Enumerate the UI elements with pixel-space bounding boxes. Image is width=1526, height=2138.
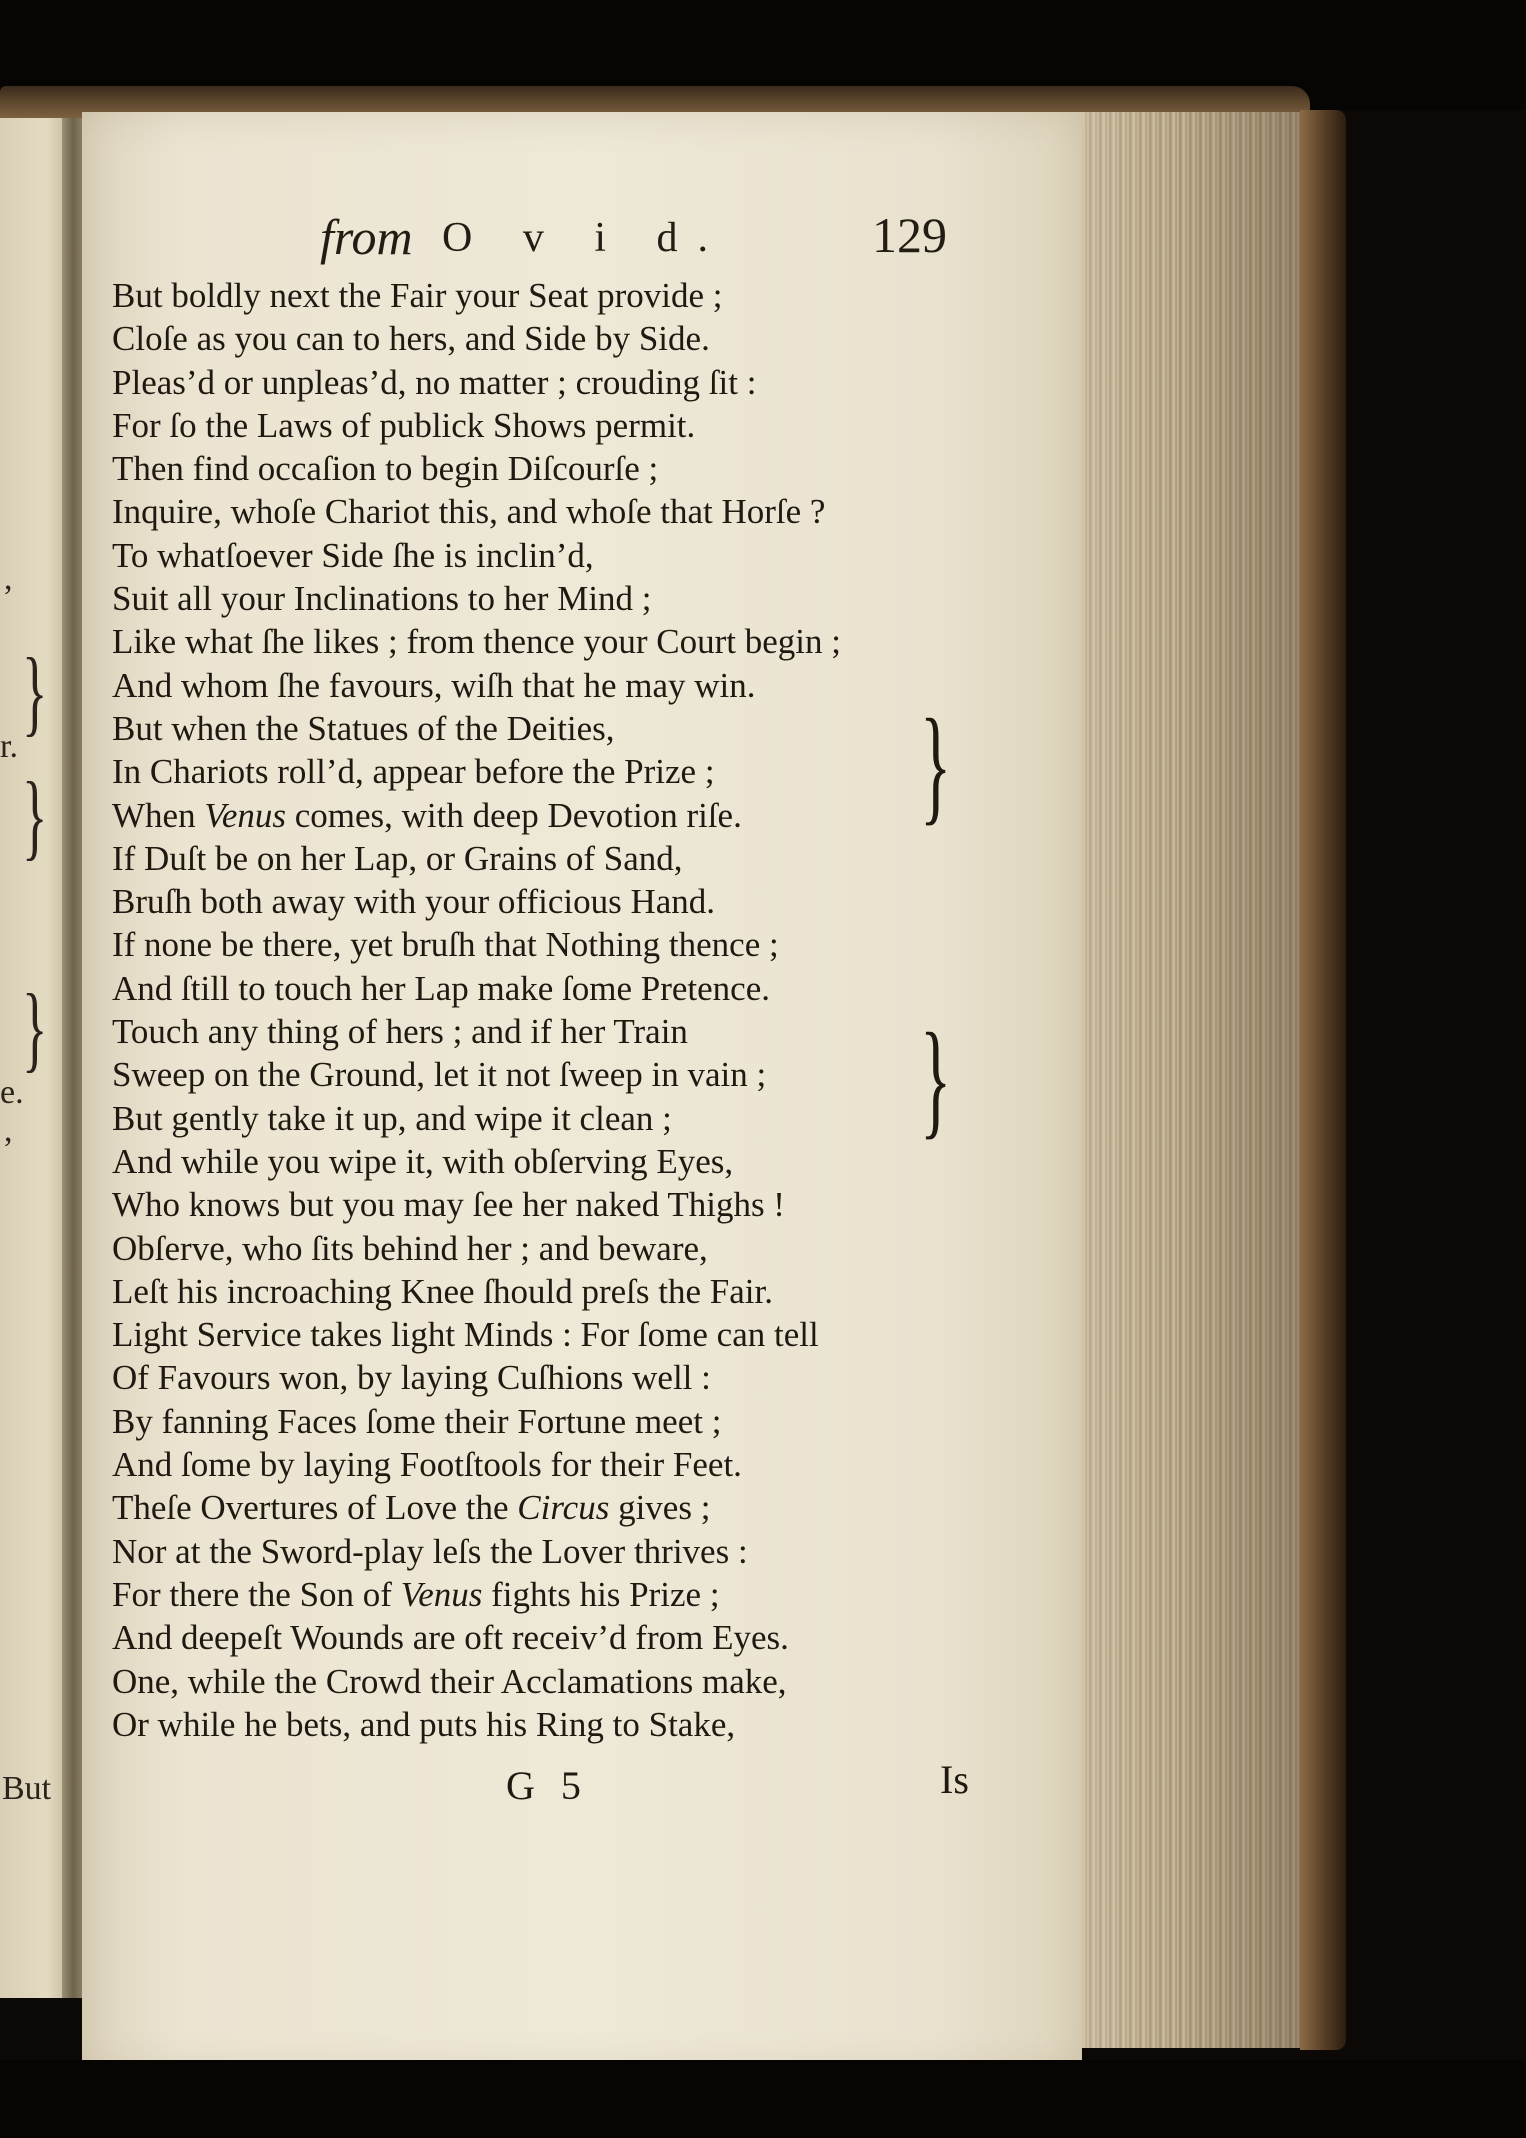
verse-line: And while you wipe it, with obſerving Eyes,: [112, 1141, 734, 1181]
left-margin-mark: ,: [4, 1112, 13, 1149]
verse-line: And whom ſhe favours, wiſh that he may win.: [112, 665, 756, 705]
verse-line: When Venus comes, with deep Devotion riſe.: [112, 795, 742, 835]
page-number: 129: [872, 207, 947, 263]
running-head-author: O v i d.: [442, 215, 728, 261]
triplet-brace-icon: }: [920, 693, 952, 837]
verse-line: Bruſh both away with your officious Hand.: [112, 882, 716, 922]
verse-line: If none be there, yet bruſh that Nothing thence ;: [112, 925, 779, 965]
page-block-shade: [1082, 112, 1322, 2048]
left-brace-icon: }: [22, 638, 48, 745]
verse-line: Suit all your Inclinations to her Mind ;: [112, 579, 652, 619]
verse-line: Like what ſhe likes ; from thence your Court begin ;: [112, 622, 841, 662]
catchword: Is: [940, 1757, 969, 1802]
verse-line: By fanning Faces ſome their Fortune meet ;: [112, 1401, 722, 1441]
triplet-brace-icon: }: [920, 1007, 952, 1151]
verse-line: For there the Son of Venus fights his Prize ;: [112, 1574, 720, 1614]
left-margin-mark: r.: [0, 728, 18, 765]
verse-line: One, while the Crowd their Acclamations make,: [112, 1661, 787, 1701]
verse-line: Of Favours won, by laying Cuſhions well :: [112, 1358, 711, 1398]
italic-name: Circus: [517, 1488, 610, 1528]
left-margin-mark: e.: [0, 1074, 24, 1111]
verse-block: [112, 274, 932, 1746]
verse-line: And deepeſt Wounds are oft receiv’d from Eyes.: [112, 1618, 789, 1658]
verse-line: Sweep on the Ground, let it not ſweep in vain ;: [112, 1055, 767, 1095]
background-bottom: [0, 2060, 1526, 2138]
running-head: [320, 206, 980, 276]
left-brace-icon: }: [22, 762, 48, 869]
verse-line: In Chariots roll’d, appear before the Prize ;: [112, 752, 715, 792]
verse-line: And ſome by laying Footſtools for their Feet.: [112, 1445, 742, 1485]
italic-name: Venus: [204, 795, 286, 835]
verse-line: Light Service takes light Minds : For ſome can tell: [112, 1315, 819, 1355]
left-page-catchword: But: [2, 1770, 52, 1807]
verse-line: Leſt his incroaching Knee ſhould preſs the Fair.: [112, 1271, 773, 1311]
verse-line: Cloſe as you can to hers, and Side by Side.: [112, 319, 710, 359]
verse-line: Who knows but you may ſee her naked Thighs !: [112, 1185, 785, 1225]
verse-line: Obſerve, who ſits behind her ; and beware,: [112, 1228, 708, 1268]
verse-line: Pleas’d or unpleas’d, no matter ; crouding ſit :: [112, 362, 757, 402]
verse-line: But when the Statues of the Deities,: [112, 708, 615, 748]
verse-line: Nor at the Sword-play leſs the Lover thrives :: [112, 1531, 748, 1571]
left-margin-mark: ,: [4, 560, 13, 597]
verse-line: But gently take it up, and wipe it clean ;: [112, 1098, 672, 1138]
verse-line: Inquire, whoſe Chariot this, and whoſe that Horſe ?: [112, 492, 826, 532]
verse-line: For ſo the Laws of publick Shows permit.: [112, 405, 696, 445]
left-brace-icon: }: [22, 974, 48, 1081]
verse-line: But boldly next the Fair your Seat provide ;: [112, 276, 723, 315]
verse-line: Then find occaſion to begin Diſcourſe ;: [112, 449, 659, 489]
italic-name: Venus: [400, 1574, 483, 1614]
book-cover-edge: [1300, 110, 1346, 2050]
running-head-prefix: from: [320, 209, 413, 265]
verse-line: To whatſoever Side ſhe is inclin’d,: [112, 535, 594, 575]
verse-line: Theſe Overtures of Love the Circus gives ;: [112, 1488, 711, 1528]
verse-line: And ſtill to touch her Lap make ſome Pretence.: [112, 968, 770, 1008]
verse-line: If Duſt be on her Lap, or Grains of Sand,: [112, 838, 683, 878]
signature-mark: G 5: [506, 1763, 589, 1808]
verse-line: Or while he bets, and puts his Ring to Stake,: [112, 1704, 736, 1744]
verse-line: Touch any thing of hers ; and if her Train: [112, 1012, 688, 1052]
